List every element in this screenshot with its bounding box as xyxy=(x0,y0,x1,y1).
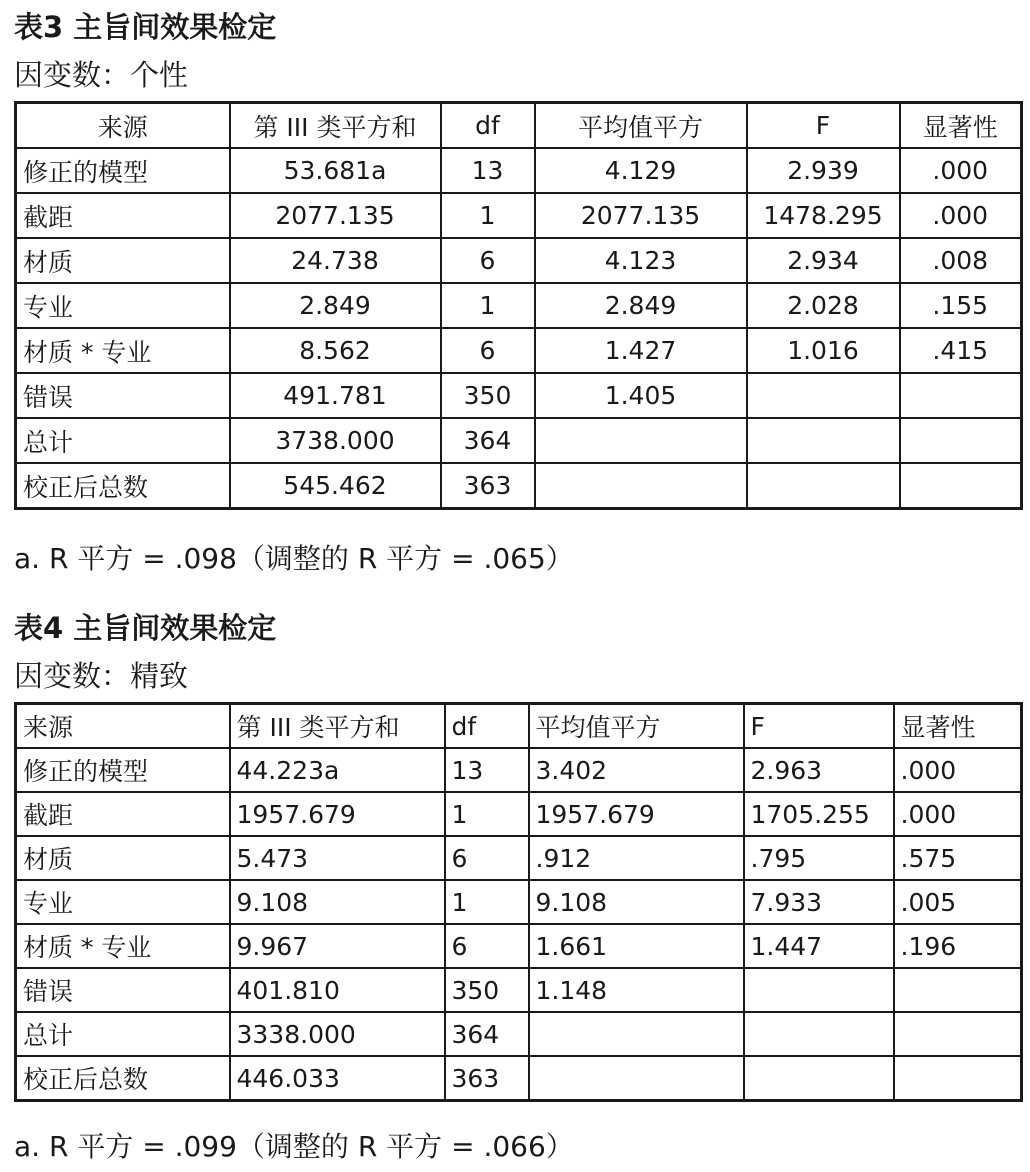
cell-mean-square: 3.402 xyxy=(529,748,744,792)
cell-f-value xyxy=(744,968,894,1012)
cell-significance xyxy=(894,968,1022,1012)
table3-dependent-variable: 因变数：个性 xyxy=(14,58,189,92)
cell-significance xyxy=(894,1012,1022,1056)
table-row xyxy=(16,968,1022,1012)
cell-type3-sum-of-squares: 401.810 xyxy=(230,968,445,1012)
table-row xyxy=(16,148,1022,193)
cell-type3-sum-of-squares: 53.681a xyxy=(230,148,441,193)
cell-type3-sum-of-squares: 3338.000 xyxy=(230,1012,445,1056)
cell-df: 350 xyxy=(445,968,529,1012)
cell-type3-sum-of-squares: 9.967 xyxy=(230,924,445,968)
cell-source: 错误 xyxy=(16,373,230,418)
column-header-mean-square: 平均值平方 xyxy=(529,704,744,749)
cell-mean-square xyxy=(529,1056,744,1101)
table-row xyxy=(16,238,1022,283)
cell-significance: .575 xyxy=(894,836,1022,880)
cell-type3-sum-of-squares: 5.473 xyxy=(230,836,445,880)
cell-f-value xyxy=(744,1056,894,1101)
cell-significance xyxy=(894,1056,1022,1101)
cell-source: 材质 * 专业 xyxy=(16,328,230,373)
cell-source: 专业 xyxy=(16,880,230,924)
cell-source: 截距 xyxy=(16,193,230,238)
cell-source: 修正的模型 xyxy=(16,748,230,792)
cell-source: 材质 xyxy=(16,238,230,283)
column-header-source: 来源 xyxy=(16,103,230,149)
cell-significance: .005 xyxy=(894,880,1022,924)
table4-title: 表4 主旨间效果检定 xyxy=(14,611,277,645)
column-header-df: df xyxy=(441,103,535,149)
cell-mean-square: 9.108 xyxy=(529,880,744,924)
cell-type3-sum-of-squares: 545.462 xyxy=(230,463,441,509)
cell-type3-sum-of-squares: 3738.000 xyxy=(230,418,441,463)
table-row xyxy=(16,418,1022,463)
cell-source: 截距 xyxy=(16,792,230,836)
cell-mean-square: 2077.135 xyxy=(535,193,747,238)
table3 xyxy=(14,101,1023,510)
cell-mean-square: .912 xyxy=(529,836,744,880)
cell-mean-square xyxy=(529,1012,744,1056)
cell-mean-square: 4.129 xyxy=(535,148,747,193)
cell-source: 校正后总数 xyxy=(16,1056,230,1101)
cell-significance: .415 xyxy=(900,328,1022,373)
table-row xyxy=(16,880,1022,924)
cell-type3-sum-of-squares: 9.108 xyxy=(230,880,445,924)
cell-f-value: 2.934 xyxy=(747,238,900,283)
cell-significance: .000 xyxy=(894,748,1022,792)
cell-type3-sum-of-squares: 2.849 xyxy=(230,283,441,328)
cell-df: 363 xyxy=(445,1056,529,1101)
cell-type3-sum-of-squares: 1957.679 xyxy=(230,792,445,836)
cell-df: 6 xyxy=(441,328,535,373)
table-row xyxy=(16,373,1022,418)
cell-f-value: 7.933 xyxy=(744,880,894,924)
table3-title: 表3 主旨间效果检定 xyxy=(14,10,277,44)
table-row xyxy=(16,836,1022,880)
cell-f-value: 2.028 xyxy=(747,283,900,328)
cell-mean-square xyxy=(535,418,747,463)
cell-significance: .196 xyxy=(894,924,1022,968)
cell-significance: .000 xyxy=(900,193,1022,238)
cell-significance xyxy=(900,463,1022,509)
table3-footnote: a. R 平方 = .098（调整的 R 平方 = .065） xyxy=(14,542,574,575)
table-row xyxy=(16,748,1022,792)
cell-significance xyxy=(900,418,1022,463)
cell-source: 错误 xyxy=(16,968,230,1012)
cell-mean-square: 1.427 xyxy=(535,328,747,373)
cell-df: 6 xyxy=(441,238,535,283)
cell-df: 13 xyxy=(445,748,529,792)
column-header-df: df xyxy=(445,704,529,749)
cell-significance: .155 xyxy=(900,283,1022,328)
cell-mean-square: 1957.679 xyxy=(529,792,744,836)
cell-significance: .000 xyxy=(894,792,1022,836)
cell-df: 13 xyxy=(441,148,535,193)
cell-f-value xyxy=(747,418,900,463)
table-row xyxy=(16,193,1022,238)
cell-source: 专业 xyxy=(16,283,230,328)
table-row xyxy=(16,283,1022,328)
cell-mean-square xyxy=(535,463,747,509)
cell-significance: .000 xyxy=(900,148,1022,193)
column-header-type3-sum-of-squares: 第 III 类平方和 xyxy=(230,704,445,749)
cell-type3-sum-of-squares: 491.781 xyxy=(230,373,441,418)
cell-type3-sum-of-squares: 24.738 xyxy=(230,238,441,283)
cell-source: 修正的模型 xyxy=(16,148,230,193)
cell-f-value: .795 xyxy=(744,836,894,880)
table-row xyxy=(16,463,1022,509)
cell-df: 1 xyxy=(445,792,529,836)
cell-f-value xyxy=(744,1012,894,1056)
table-row xyxy=(16,1056,1022,1101)
table-row xyxy=(16,328,1022,373)
cell-type3-sum-of-squares: 446.033 xyxy=(230,1056,445,1101)
cell-f-value: 1478.295 xyxy=(747,193,900,238)
cell-significance: .008 xyxy=(900,238,1022,283)
table-header-row xyxy=(16,103,1022,149)
column-header-mean-square: 平均值平方 xyxy=(535,103,747,149)
cell-df: 1 xyxy=(441,283,535,328)
cell-df: 6 xyxy=(445,836,529,880)
table-row xyxy=(16,792,1022,836)
cell-df: 364 xyxy=(441,418,535,463)
cell-f-value: 2.939 xyxy=(747,148,900,193)
cell-df: 1 xyxy=(445,880,529,924)
cell-significance xyxy=(900,373,1022,418)
cell-f-value: 1.447 xyxy=(744,924,894,968)
cell-df: 350 xyxy=(441,373,535,418)
column-header-significance: 显著性 xyxy=(900,103,1022,149)
table-row xyxy=(16,924,1022,968)
cell-f-value xyxy=(747,373,900,418)
cell-f-value xyxy=(747,463,900,509)
cell-type3-sum-of-squares: 44.223a xyxy=(230,748,445,792)
cell-mean-square: 1.148 xyxy=(529,968,744,1012)
cell-df: 1 xyxy=(441,193,535,238)
table-header-row xyxy=(16,704,1022,749)
cell-f-value: 1.016 xyxy=(747,328,900,373)
cell-source: 校正后总数 xyxy=(16,463,230,509)
table4-footnote: a. R 平方 = .099（调整的 R 平方 = .066） xyxy=(14,1130,574,1163)
cell-df: 363 xyxy=(441,463,535,509)
column-header-significance: 显著性 xyxy=(894,704,1022,749)
cell-source: 材质 xyxy=(16,836,230,880)
table-row xyxy=(16,1012,1022,1056)
cell-source: 材质 * 专业 xyxy=(16,924,230,968)
cell-source: 总计 xyxy=(16,418,230,463)
cell-mean-square: 2.849 xyxy=(535,283,747,328)
cell-df: 6 xyxy=(445,924,529,968)
cell-f-value: 1705.255 xyxy=(744,792,894,836)
cell-type3-sum-of-squares: 2077.135 xyxy=(230,193,441,238)
cell-mean-square: 1.405 xyxy=(535,373,747,418)
column-header-f-value: F xyxy=(744,704,894,749)
cell-f-value: 2.963 xyxy=(744,748,894,792)
cell-type3-sum-of-squares: 8.562 xyxy=(230,328,441,373)
table4-dependent-variable: 因变数：精致 xyxy=(14,659,189,693)
table4 xyxy=(14,702,1023,1102)
cell-df: 364 xyxy=(445,1012,529,1056)
cell-mean-square: 1.661 xyxy=(529,924,744,968)
column-header-type3-sum-of-squares: 第 III 类平方和 xyxy=(230,103,441,149)
column-header-source: 来源 xyxy=(16,704,230,749)
column-header-f-value: F xyxy=(747,103,900,149)
cell-mean-square: 4.123 xyxy=(535,238,747,283)
cell-source: 总计 xyxy=(16,1012,230,1056)
